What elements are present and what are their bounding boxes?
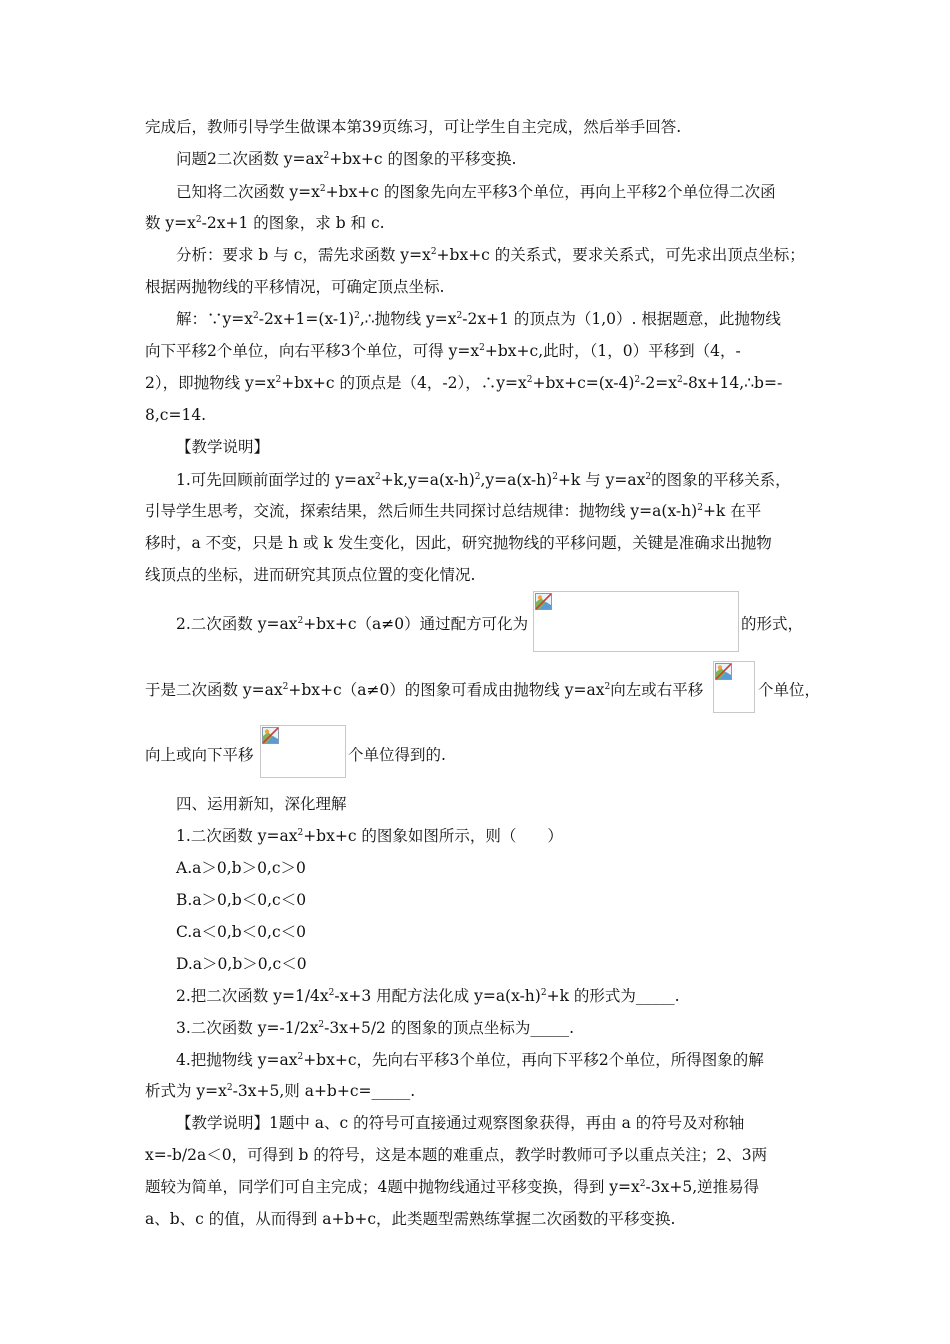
broken-image-icon	[715, 663, 732, 680]
text-line: 【教学说明】1题中 a、c 的符号可直接通过观察图象获得，再由 a 的符号及对称轴	[176, 1114, 745, 1132]
section-heading: 四、运用新知，深化理解	[176, 795, 347, 813]
text-line: 题较为简单，同学们可自主完成；4题中抛物线通过平移变换，得到 $y=x^2-3x+5$,逆推易得	[145, 1178, 760, 1196]
text-line: 移时，a 不变，只是 h 或 k 发生变化，因此，研究抛物线的平移问题，关键是准确求出抛物	[145, 534, 772, 552]
text-line: 个单位得到的.	[348, 746, 446, 764]
question-line: 4.把抛物线 $y=ax^2+bx+c$，先向右平移3个单位，再向下平移2个单位，所得图象的解	[176, 1051, 764, 1069]
text-line: 分析：要求 b 与 c，需先求函数 $y=x^2+bx+c$ 的关系式，要求关系式，可先求出顶点坐标；	[176, 246, 805, 264]
formula-image-placeholder	[713, 661, 755, 713]
option-d: D.a＞0,b＞0,c＜0	[176, 955, 307, 973]
text-line: 已知将二次函数 $y=x^2+bx+c$ 的图象先向左平移3个单位，再向上平移2个单位得二次函	[176, 183, 776, 201]
text-line: a、b、c 的值，从而得到 a+b+c，此类题型需熟练掌握二次函数的平移变换.	[145, 1210, 676, 1228]
option-b: B.a＞0,b＜0,c＜0	[176, 891, 307, 909]
text-line: 引导学生思考，交流，探索结果，然后师生共同探讨总结规律：抛物线 $y=a(x-h)^2+k$ 在平	[145, 502, 762, 520]
text-line: 于是二次函数 $y=ax^2+bx+c(a\ne 0)$的图象可看成由抛物线 $y=ax^2$向左或右平移	[145, 681, 704, 699]
text-line: 线顶点的坐标，进而研究其顶点位置的变化情况.	[145, 566, 476, 584]
text-line: 数 $y=x^2-2x+1$ 的图象，求 b 和 c.	[145, 214, 385, 232]
text-line: 向上或向下平移	[145, 746, 254, 764]
option-c: C.a＜0,b＜0,c＜0	[176, 923, 307, 941]
text-line: 向下平移2个单位，向右平移3个单位，可得 $y=x^2+bx+c$,此时，（1，0）平移到（4，-	[145, 342, 741, 360]
question-line: 3.二次函数 $y=-1/2x^2-3x+5/2$ 的图象的顶点坐标为_____.	[176, 1019, 575, 1037]
text-line: 解：$\because y=x^2-2x+1=(x-1)^2,\therefore$抛物线 $y=x^2-2x+1$ 的顶点为（1,0）. 根据题意，此抛物线	[176, 310, 781, 328]
text-line: 8,c=14.	[145, 406, 207, 424]
text-line: 的形式，	[741, 615, 804, 633]
question-line: 析式为 $y=x^2-3x+5$,则 a+b+c=_____.	[145, 1082, 416, 1100]
option-a: A.a＞0,b＞0,c＞0	[176, 859, 306, 877]
text-line: 根据两抛物线的平移情况，可确定顶点坐标.	[145, 278, 445, 296]
text-line: 个单位，	[758, 681, 821, 699]
text-line: 2），即抛物线 $y=x^2+bx+c$ 的顶点是（4，-2），$\therefore y=x^2+bx+c=(x-4)^2-2=x^2-8x+14,\therefore b=-$	[145, 374, 783, 392]
question-line: 2.把二次函数 $y=1/4x^2-x+3$ 用配方法化成 $y=a(x-h)^2+k$ 的形式为_____.	[176, 987, 680, 1005]
text-line: x=-b/2a＜0，可得到 b 的符号，这是本题的难重点，教学时教师可予以重点关注；2、3两	[145, 1146, 768, 1164]
formula-image-placeholder	[260, 725, 346, 778]
text-line: 问题2二次函数 $y=ax^2+bx+c$ 的图象的平移变换.	[176, 150, 517, 168]
text-line: 完成后，教师引导学生做课本第39页练习，可让学生自主完成，然后举手回答.	[145, 118, 682, 136]
text-line: 1.可先回顾前面学过的 $y=ax^2+k,y=a(x-h)^2,y=a(x-h)^2+k$ 与 $y=ax^2$的图象的平移关系，	[176, 471, 791, 489]
formula-image-placeholder	[533, 591, 739, 652]
broken-image-icon	[262, 727, 279, 744]
text-line: 2.二次函数 $y=ax^2+bx+c(a\ne 0)$通过配方可化为	[176, 615, 529, 633]
question-line: 1.二次函数 $y=ax^2+bx+c$ 的图象如图所示，则（ ）	[176, 827, 563, 845]
section-heading: 【教学说明】	[176, 438, 270, 456]
broken-image-icon	[535, 593, 552, 610]
